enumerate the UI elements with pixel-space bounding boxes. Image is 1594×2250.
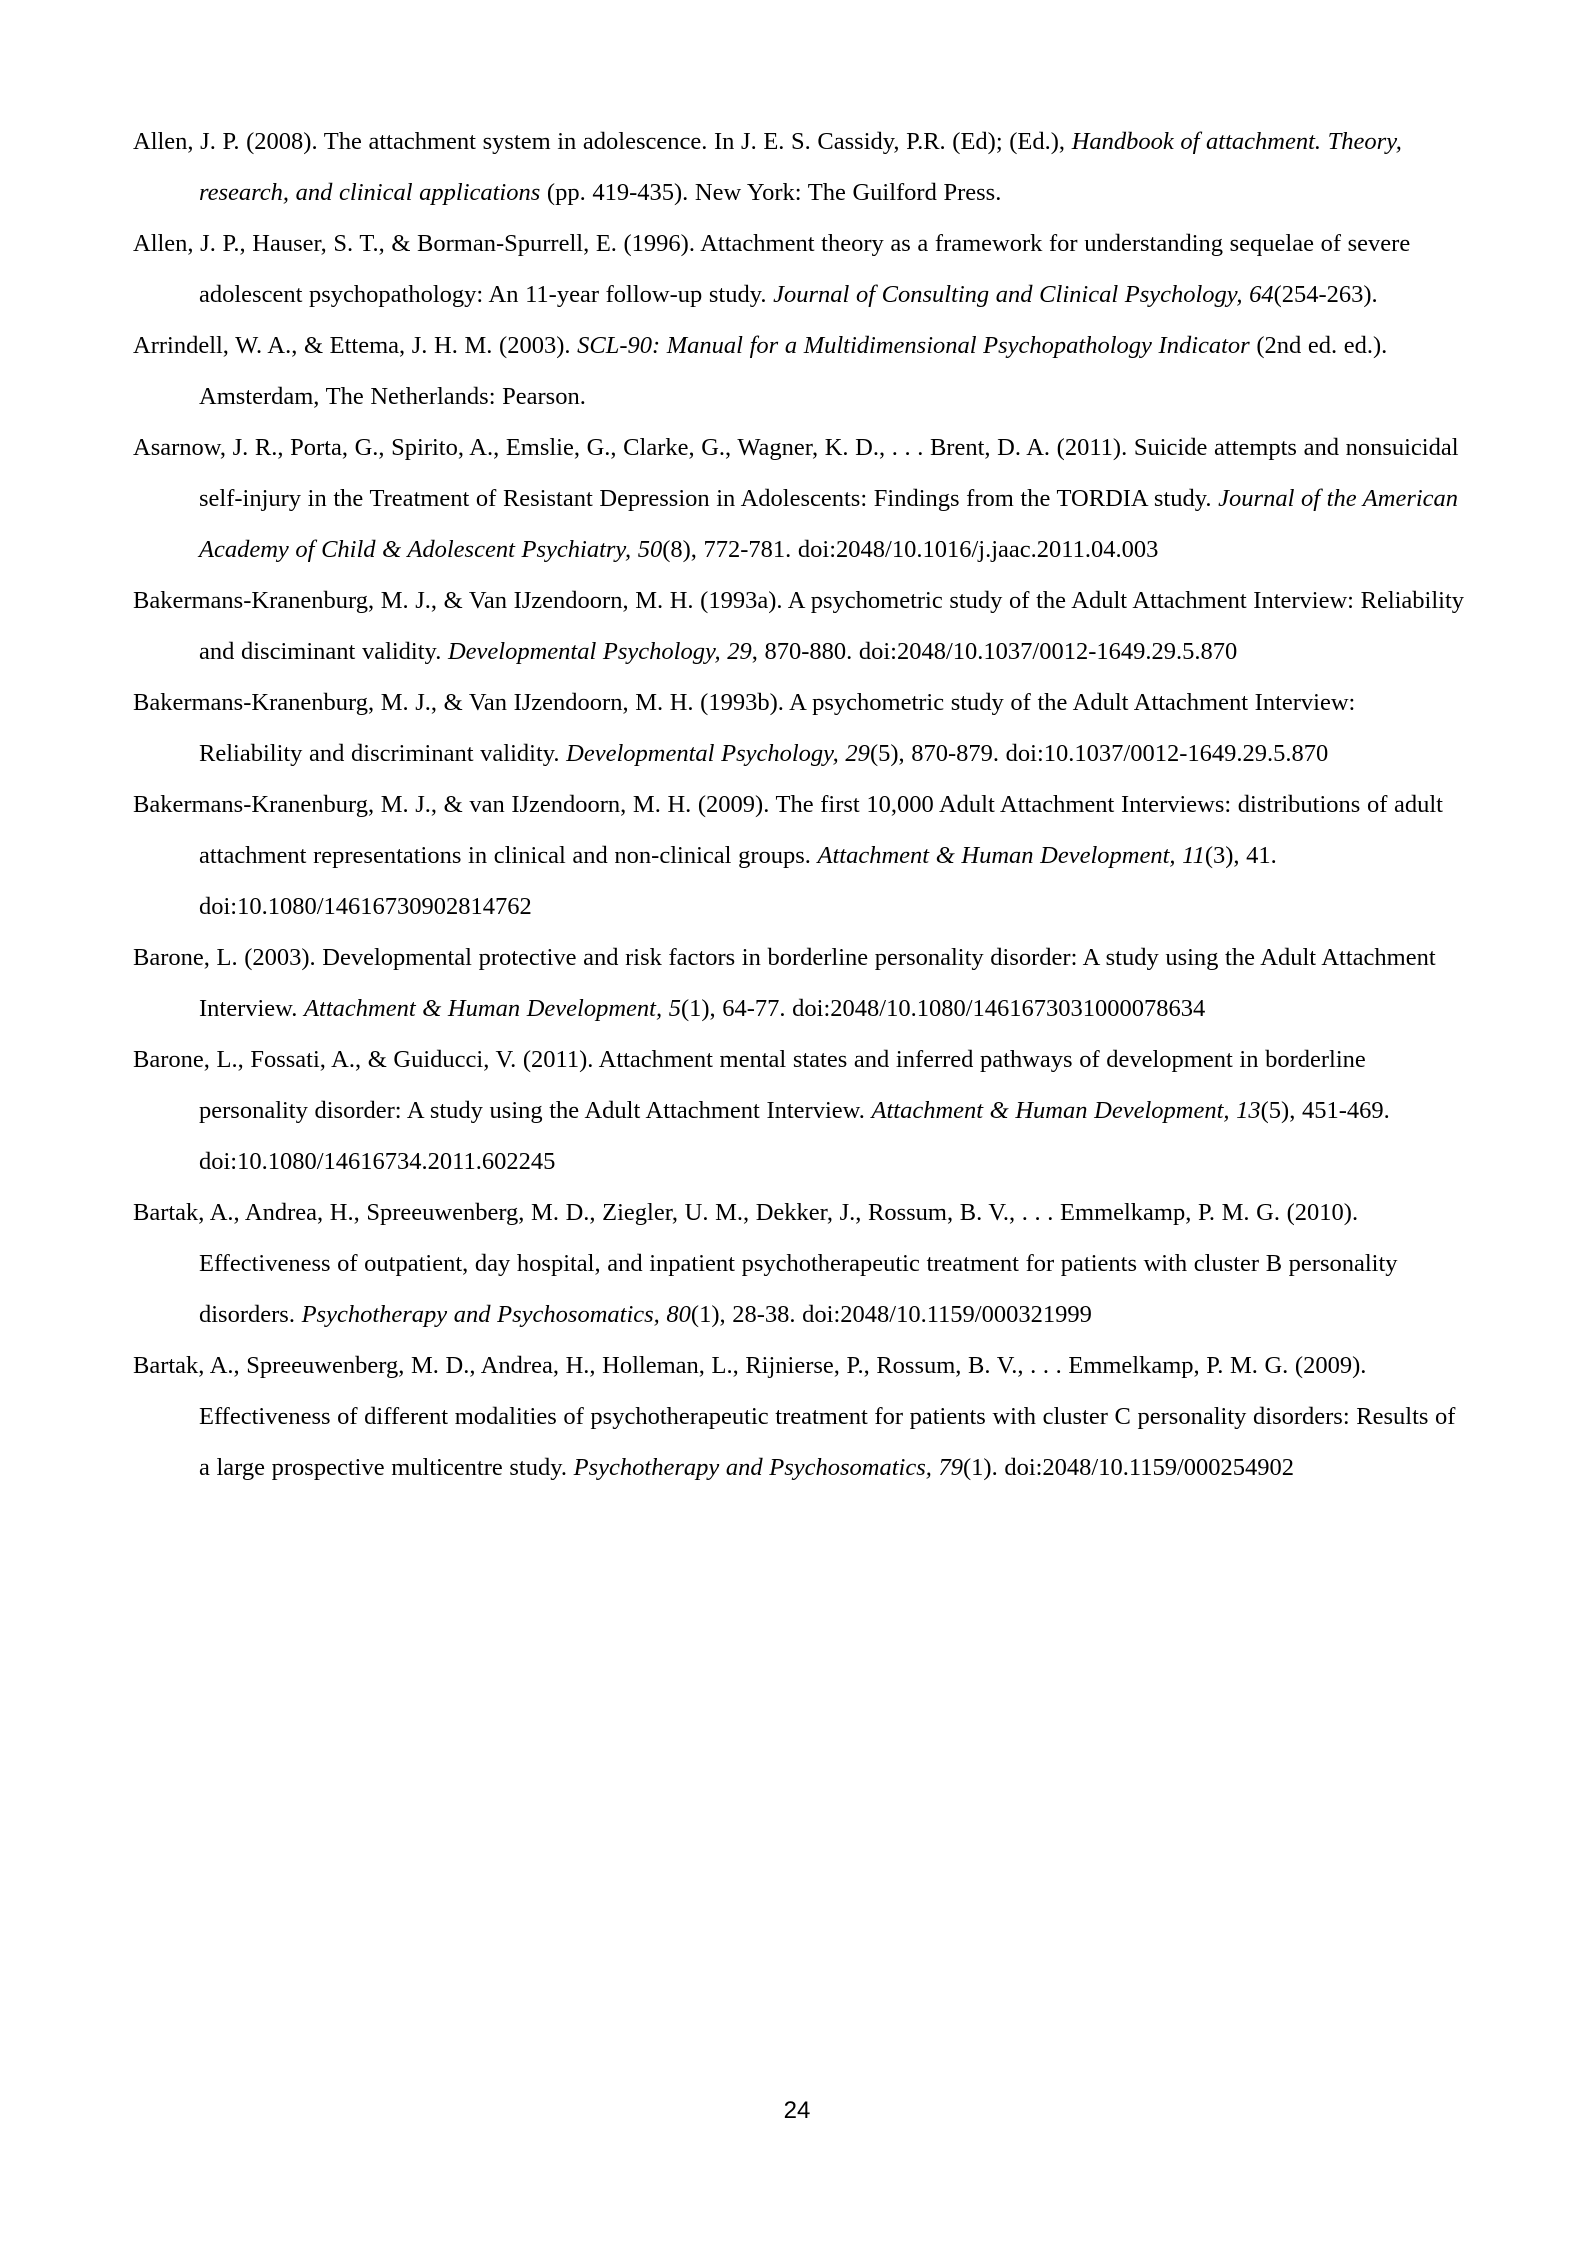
reference-entry <box>133 575 1465 677</box>
reference-text: (254-263). <box>1273 281 1378 308</box>
reference-entry <box>133 932 1465 1034</box>
reference-journal-italic: Developmental Psychology, 29 <box>447 638 752 665</box>
reference-text: Arrindell, W. A., & Ettema, J. H. M. (2003). <box>133 332 578 359</box>
reference-entry <box>133 779 1465 932</box>
reference-journal-italic: Handbook of attachment. Theory, research, and clinical applications <box>199 128 1402 206</box>
reference-text: (1), 64-77. doi:2048/10.1080/1461673031000078634 <box>680 995 1206 1022</box>
reference-text: (2nd ed. ed.). Amsterdam, The Netherlands: Pearson. <box>199 332 1388 410</box>
reference-text: (5), 870-879. doi:10.1037/0012-1649.29.5.870 <box>869 740 1329 767</box>
reference-text: Bartak, A., Andrea, H., Spreeuwenberg, M. D., Ziegler, U. M., Dekker, J., Rossum, B. V., . . . Emmelkamp, P. M. G. (2010). Effectiveness of outpatient, day hospital, and inpatient psychotherapeutic treatment for patients with cluster B personality disorders. <box>133 1199 1398 1328</box>
reference-entry <box>133 677 1465 779</box>
reference-text: (1). doi:2048/10.1159/000254902 <box>963 1454 1295 1481</box>
reference-journal-italic: Journal of the American Academy of Child & Adolescent Psychiatry, 50 <box>199 485 1459 563</box>
reference-text: Bakermans-Kranenburg, M. J., & van IJzendoorn, M. H. (2009). The first 10,000 Adult Attachment Interviews: distributions of adult attachment representations in clinical and non-clinical groups. <box>133 791 1443 869</box>
reference-entry <box>133 1187 1465 1340</box>
reference-journal-italic: Attachment & Human Development, 13 <box>871 1097 1261 1124</box>
reference-journal-italic: Psychotherapy and Psychosomatics, 79 <box>573 1454 963 1481</box>
reference-journal-italic: Attachment & Human Development, 11 <box>817 842 1205 869</box>
reference-entry <box>133 320 1465 422</box>
reference-journal-italic: Psychotherapy and Psychosomatics, 80 <box>301 1301 691 1328</box>
reference-text: Barone, L., Fossati, A., & Guiducci, V. (2011). Attachment mental states and inferred pathways of development in borderline personality disorder: A study using the Adult Attachment Interview. <box>133 1046 1366 1124</box>
reference-entry <box>133 1034 1465 1187</box>
reference-entry <box>133 116 1465 218</box>
reference-journal-italic: Attachment & Human Development, 5 <box>304 995 681 1022</box>
reference-text: Asarnow, J. R., Porta, G., Spirito, A., Emslie, G., Clarke, G., Wagner, K. D., . . . Brent, D. A. (2011). Suicide attempts and nonsuicidal self-injury in the Treatment of Resistant Depression in Adolescents: Findings from the TORDIA study. <box>133 434 1459 512</box>
reference-journal-italic: SCL-90: Manual for a Multidimensional Psychopathology Indicator <box>577 332 1250 359</box>
reference-text: (5), 451-469. doi:10.1080/14616734.2011.602245 <box>199 1097 1390 1175</box>
reference-text: Allen, J. P., Hauser, S. T., & Borman-Spurrell, E. (1996). Attachment theory as a framework for understanding sequelae of severe adolescent psychopathology: An 11-year follow-up study. <box>133 230 1411 308</box>
reference-text: Bakermans-Kranenburg, M. J., & Van IJzendoorn, M. H. (1993b). A psychometric study of the Adult Attachment Interview: Reliability and discriminant validity. <box>133 689 1356 767</box>
reference-entry <box>133 218 1465 320</box>
reference-text: (1), 28-38. doi:2048/10.1159/000321999 <box>690 1301 1092 1328</box>
page-number: 24 <box>783 2097 811 2124</box>
reference-text: , 870-880. doi:2048/10.1037/0012-1649.29.5.870 <box>751 638 1238 665</box>
reference-text: (3), 41. doi:10.1080/14616730902814762 <box>199 842 1277 920</box>
reference-journal-italic: Journal of Consulting and Clinical Psychology, 64 <box>773 281 1274 308</box>
reference-text: Bakermans-Kranenburg, M. J., & Van IJzendoorn, M. H. (1993a). A psychometric study of the Adult Attachment Interview: Reliability and disciminant validity. <box>133 587 1465 665</box>
reference-text: Bartak, A., Spreeuwenberg, M. D., Andrea, H., Holleman, L., Rijnierse, P., Rossum, B. V., . . . Emmelkamp, P. M. G. (2009). Effectiveness of different modalities of psychotherapeutic treatment for patients with cluster C personality disorders: Results of a large prospective multicentre study. <box>133 1352 1456 1481</box>
reference-text: (pp. 419-435). New York: The Guilford Press. <box>540 179 1002 206</box>
references-list <box>133 116 1465 1493</box>
reference-entry <box>133 1340 1465 1493</box>
reference-entry <box>133 422 1465 575</box>
reference-text: Allen, J. P. (2008). The attachment system in adolescence. In J. E. S. Cassidy, P.R. (Ed); (Ed.), <box>133 128 1072 155</box>
reference-text: Barone, L. (2003). Developmental protective and risk factors in borderline personality disorder: A study using the Adult Attachment Interview. <box>133 944 1436 1022</box>
reference-text: (8), 772-781. doi:2048/10.1016/j.jaac.2011.04.003 <box>662 536 1159 563</box>
reference-journal-italic: Developmental Psychology, 29 <box>566 740 870 767</box>
